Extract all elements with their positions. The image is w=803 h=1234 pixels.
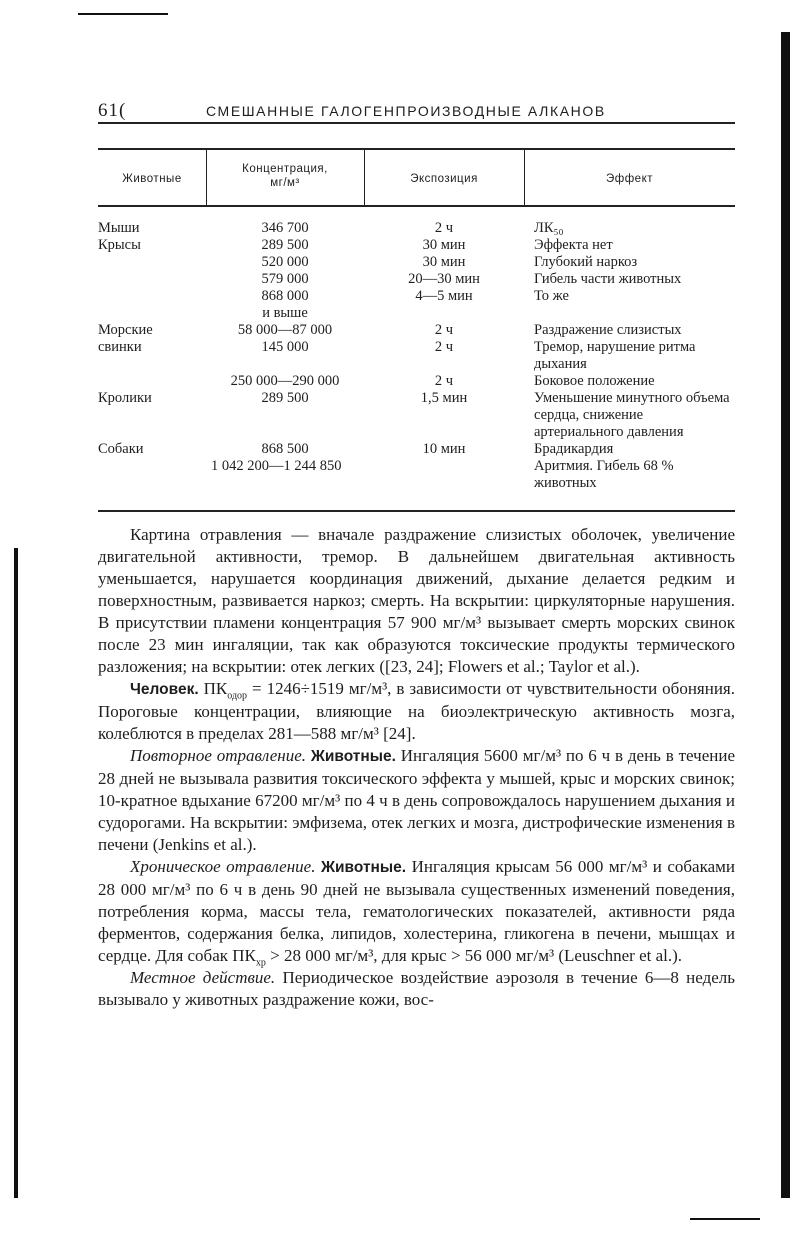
cell-exposure: 30 мин xyxy=(422,237,466,253)
cell-exposure: 1,5 мин xyxy=(420,390,468,406)
cell-concentration: и выше xyxy=(262,305,308,321)
data-table xyxy=(98,148,735,511)
cell-effect: Брадикардия xyxy=(534,441,614,457)
chronic-poisoning-text: Ингаляция крысам 56 000 мг/м³ и собаками 28 000 мг/м³ по 6 ч в день 90 дней не вызывала существенных изменений поведения, потребления корма, массы тела, гематологических показателей, активности ряда ферментов, содержания белка, липидов, холестерина, гликогена в печени, мышцах и сердце. Для собак xyxy=(98,857,735,965)
pk-subscript: одор xyxy=(227,690,248,702)
scan-edge-top xyxy=(78,13,168,15)
cell-effect: Боковое положение xyxy=(534,373,655,389)
cell-exposure: 2 ч xyxy=(434,373,454,389)
cell-effect: То же xyxy=(534,288,569,304)
paragraph-chronic-poisoning xyxy=(98,856,735,967)
cell-concentration: 289 500 xyxy=(261,390,309,406)
header-concentration-unit: мг/м³ xyxy=(270,177,300,189)
cell-effect: Тремор, нарушение ритма дыхания xyxy=(534,339,696,372)
table-top-rule xyxy=(98,148,735,150)
scan-edge-left xyxy=(14,548,18,1198)
heading-chronic-poisoning: Хроническое отравление. xyxy=(130,857,316,876)
paragraph-local-action xyxy=(98,967,735,1011)
page-number: 61( xyxy=(98,100,127,121)
heading-local-action: Местное действие. xyxy=(130,968,276,987)
human-text: = 1246÷1519 мг/м³, в зависимости от чувствительности обоняния. Пороговые концентрации, влияющие на биоэлектрическую активность мозга, колеблются в пределах 281—588 мг/м³ [24]. xyxy=(98,679,735,743)
table-bottom-rule xyxy=(98,510,735,512)
label-human: Человек. xyxy=(130,681,199,698)
heading-repeated-poisoning: Повторное отравление. xyxy=(130,746,307,765)
local-action-text: Периодическое воздействие аэрозоля в течение 6—8 недель вызывало у животных раздражение кожи, вос- xyxy=(98,968,736,1009)
body-text xyxy=(98,524,735,1011)
running-title: СМЕШАННЫЕ ГАЛОГЕНПРОИЗВОДНЫЕ АЛКАНОВ xyxy=(206,103,606,119)
header-exposure: Экспозиция xyxy=(410,173,478,185)
cell-exposure: 2 ч xyxy=(434,220,454,236)
table-header-rule xyxy=(98,205,735,207)
cell-effect: Гибель части животных xyxy=(534,271,682,287)
header-effect: Эффект xyxy=(605,173,653,185)
paragraph-poisoning-picture: Картина отравления — вначале раздражение слизистых оболочек, увеличение двигательной активности, тремор. В дальнейшем двигательная активность уменьшается, нарушается координация движений, дыхание делается редким и поверхностным, развивается наркоз; смерть. На вскрытии: циркуляторные нарушения. В присутствии пламени концентрация 57 900 мг/м³ вызывает смерть морских свинок после 23 мин ингаляции, так как образуются токсические продукты термического разложения; на вскрытии: отек легких ([23, 24]; Flowers et al.; Taylor et al.). xyxy=(98,525,735,676)
cell-effect: Аритмия. Гибель 68 % животных xyxy=(534,458,674,491)
cell-exposure: 4—5 мин xyxy=(415,288,473,304)
cell-concentration: 289 500 xyxy=(261,237,309,253)
cell-concentration: 58 000—87 000 xyxy=(237,322,333,338)
header-rule xyxy=(98,122,735,124)
cell-exposure: 2 ч xyxy=(434,322,454,338)
pk-symbol: ПК xyxy=(203,679,228,698)
cell-concentration: 868 000 xyxy=(261,288,309,304)
header-animals: Животные xyxy=(122,173,182,185)
paragraph-repeated-poisoning xyxy=(98,745,735,856)
cell-concentration: 1 042 200—1 244 850 xyxy=(211,458,342,474)
scan-edge-right xyxy=(781,32,790,1198)
label-animals: Животные. xyxy=(321,859,407,876)
chronic-poisoning-text-end: > 28 000 мг/м³, для крыс > 56 000 мг/м³ (Leuschner et al.). xyxy=(270,946,683,965)
cell-exposure: 20—30 мин xyxy=(408,271,480,287)
cell-concentration: 346 700 xyxy=(261,220,309,236)
cell-animal: свинки xyxy=(98,339,142,355)
cell-animal: Собаки xyxy=(98,441,144,457)
cell-effect: Эффекта нет xyxy=(534,237,613,253)
cell-animal: Морские xyxy=(98,322,153,338)
label-animals: Животные. xyxy=(310,748,396,765)
cell-effect: Глубокий наркоз xyxy=(534,254,638,270)
cell-concentration: 520 000 xyxy=(261,254,309,270)
cell-concentration: 145 000 xyxy=(261,339,309,355)
cell-concentration: 250 000—290 000 xyxy=(230,373,340,389)
cell-effect: Уменьшение минутного объема сердца, снижение артериального давления xyxy=(534,390,730,440)
cell-effect: ЛК₅₀ xyxy=(534,220,564,236)
header-concentration-line1: Концентрация, xyxy=(242,163,328,175)
pk-subscript: хр xyxy=(255,957,266,969)
cell-exposure: 30 мин xyxy=(422,254,466,270)
cell-concentration: 868 500 xyxy=(261,441,309,457)
cell-effect: Раздражение слизистых xyxy=(534,322,682,338)
header-concentration xyxy=(206,162,364,190)
cell-animal: Кролики xyxy=(98,390,152,406)
cell-animal: Крысы xyxy=(98,237,141,253)
repeated-poisoning-text: Ингаляция 5600 мг/м³ по 6 ч в день в течение 28 дней не вызывала развития токсического эффекта у мышей, крыс и морских свинок; 10-кратное вдыхание 67200 мг/м³ по 4 ч в день сопровождалось нарушением дыхания и судорогами. На вскрытии: эмфизема, отек легких и мозга, дистрофические изменения в печени (Jenkins et al.). xyxy=(98,746,735,854)
pk-symbol: ПК xyxy=(232,946,256,965)
cell-animal: Мыши xyxy=(98,220,140,236)
paragraph-human xyxy=(98,678,735,745)
scan-edge-bottom xyxy=(690,1218,760,1220)
cell-concentration: 579 000 xyxy=(261,271,309,287)
cell-exposure: 10 мин xyxy=(422,441,466,457)
cell-exposure: 2 ч xyxy=(434,339,454,355)
